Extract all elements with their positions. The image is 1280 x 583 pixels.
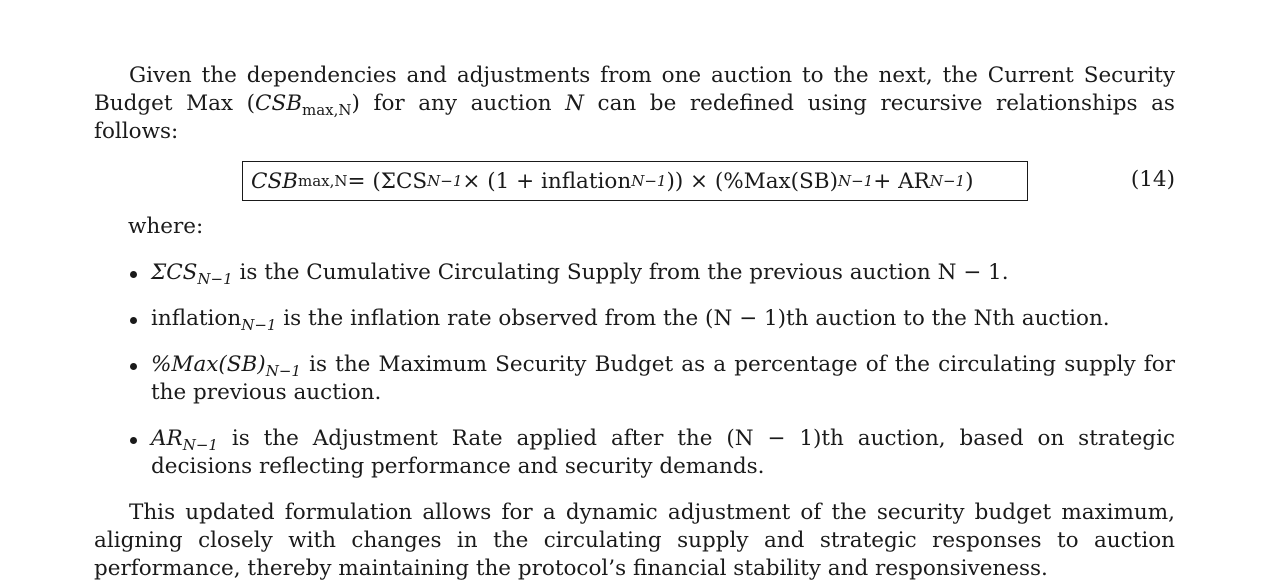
intro-n: N [565, 91, 584, 116]
bullet-term-sub: N−1 [197, 270, 233, 288]
bullet-term-sub: N−1 [265, 362, 301, 380]
paper-page [94, 62, 1175, 583]
list-item [94, 351, 1175, 407]
equation-number: (14) [1130, 167, 1175, 192]
intro-line2-end: can be redefined using recursive relationships as follows: [94, 91, 1175, 144]
closing-paragraph: This updated formulation allows for a dynamic adjustment of the security budget maximum, aligning closely with changes in the circulating supply and strategic responses to auction performance, thereby maintaining the protocol’s financial stability and responsiveness. [94, 500, 1175, 581]
bullet-icon [130, 363, 137, 370]
eq-part1: = (ΣCS [347, 168, 428, 194]
where-label: where: [128, 214, 204, 239]
bullet-text: is the Adjustment Rate applied after the (N − 1)th auction, based on strategic decisions reflecting performance and security demands. [151, 426, 1175, 479]
intro-csb-sub: max,N [302, 101, 352, 119]
bullet-text: is the inflation rate observed from the (N − 1)th auction to the Nth auction. [283, 306, 1110, 331]
definition-list [94, 259, 1175, 481]
boxed-equation: CSB max,N = (ΣCS N−1 × (1 + inflation N−1 )) × (%Max(SB) N−1 + AR N−1 ) [242, 161, 1028, 201]
bullet-term-sub: N−1 [182, 436, 218, 454]
intro-csb: CSB [255, 91, 302, 116]
bullet-term: inflation [151, 306, 242, 331]
eq-lhs: CSB [251, 168, 298, 194]
intro-paragraph: Given the dependencies and adjustments from one auction to the next, the Current Security Budget Max $(CSB_{max,N})$ for any auction N can be redefined using recursive relationships as follows: [94, 63, 1175, 144]
list-item [94, 425, 1175, 481]
eq-part5: ) [965, 168, 974, 194]
bullet-icon [130, 437, 137, 444]
bullet-term: ΣCS [151, 260, 198, 285]
bullet-icon [130, 271, 137, 278]
eq-part3: )) × (%Max(SB) [666, 168, 838, 194]
list-item [94, 305, 1175, 333]
bullet-text: is the Cumulative Circulating Supply from the previous auction N − 1. [239, 260, 1009, 285]
intro-line2: for any auction [373, 91, 552, 116]
bullet-text: is the Maximum Security Budget as a percentage of the circulating supply for the previous auction. [151, 352, 1175, 405]
bullet-icon [130, 317, 137, 324]
bullet-term: AR [151, 426, 183, 451]
list-item [94, 259, 1175, 287]
bullet-term-sub: N−1 [241, 316, 277, 334]
eq-part2: × (1 + inflation [462, 168, 632, 194]
equation-row [94, 161, 1175, 203]
bullet-term: %Max(SB) [151, 352, 266, 377]
eq-part4: + AR [873, 168, 930, 194]
intro-line1: Given the dependencies and adjustments from one auction to the next, the Current Security Budget Max [94, 63, 1175, 116]
